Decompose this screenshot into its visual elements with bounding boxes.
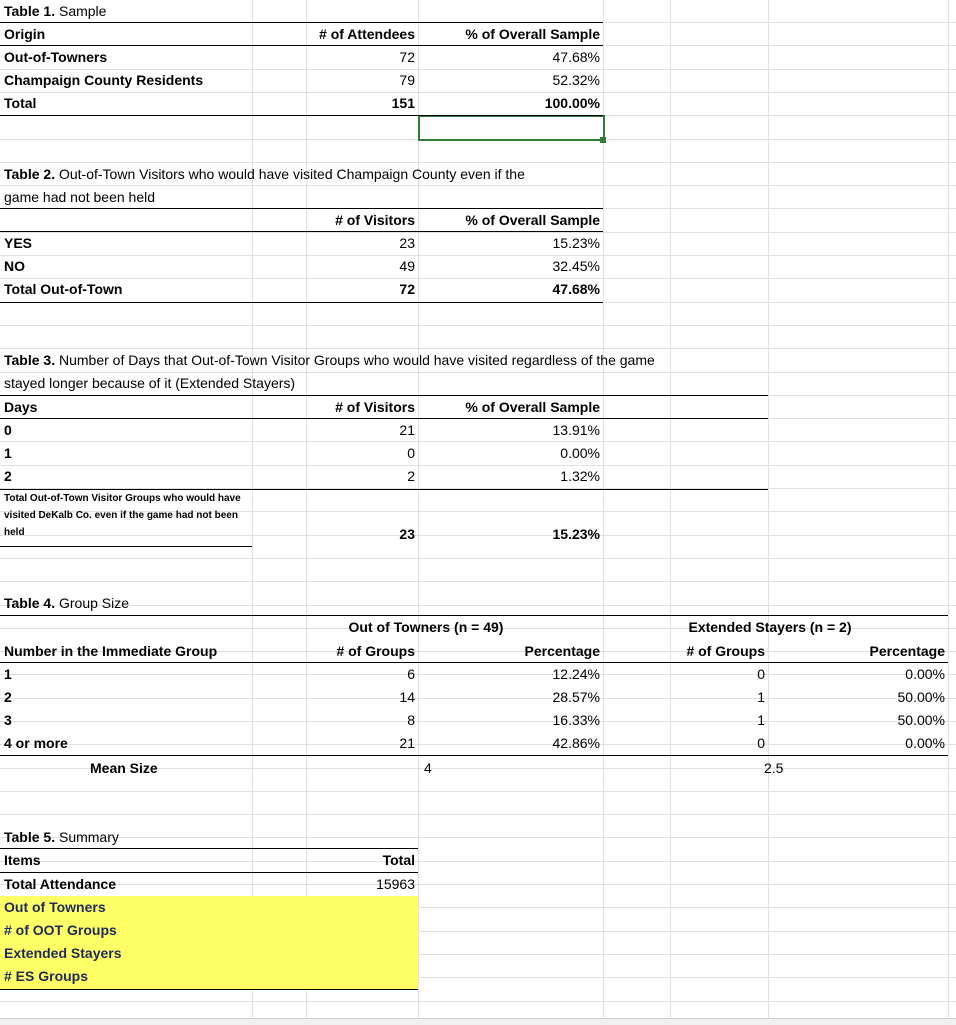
table4-col-oot-pct: Percentage bbox=[524, 643, 600, 659]
table3-total-visitors: 23 bbox=[399, 526, 415, 542]
table4-row-es-pct: 0.00% bbox=[905, 735, 945, 751]
table1-row-label: Total bbox=[4, 95, 37, 111]
table4-row-es-groups: 0 bbox=[757, 666, 765, 682]
table4-row-es-pct: 50.00% bbox=[897, 712, 945, 728]
table3-row-pct: 0.00% bbox=[560, 445, 600, 461]
table2-row-label: Total Out-of-Town bbox=[4, 281, 123, 297]
table3-title-line2: stayed longer because of it (Extended Stayers) bbox=[4, 375, 296, 391]
table2-row-count: 23 bbox=[399, 235, 415, 251]
table4-row-es-groups: 1 bbox=[757, 712, 765, 728]
table4-row-label: 2 bbox=[4, 689, 12, 705]
table2-row-count: 72 bbox=[399, 281, 415, 297]
table4-row-oot-pct: 42.86% bbox=[552, 735, 600, 751]
table3-row-pct: 1.32% bbox=[560, 468, 600, 484]
table4-mean-oot: 4 bbox=[424, 760, 432, 776]
table4-col-es-pct: Percentage bbox=[869, 643, 945, 659]
table1-col-percent: % of Overall Sample bbox=[465, 26, 600, 42]
table4-row-oot-pct: 16.33% bbox=[552, 712, 600, 728]
table4-row-oot-groups: 14 bbox=[399, 689, 415, 705]
table2-col-visitors: # of Visitors bbox=[335, 212, 415, 228]
table1-row-pct: 47.68% bbox=[552, 49, 600, 65]
table4-group-es: Extended Stayers (n = 2) bbox=[688, 619, 852, 635]
table3-col-visitors: # of Visitors bbox=[335, 399, 415, 415]
table5-attendance-value: 15963 bbox=[376, 876, 415, 892]
table3-row-count: 2 bbox=[407, 468, 415, 484]
table5-item-label: # of OOT Groups bbox=[4, 922, 117, 938]
table1-row-label: Out-of-Towners bbox=[4, 49, 108, 65]
table4-row-oot-groups: 6 bbox=[407, 666, 415, 682]
table3-col-percent: % of Overall Sample bbox=[465, 399, 600, 415]
table3-title-line1: Table 3. Number of Days that Out-of-Town Visitor Groups who would have visited regardless of the game bbox=[4, 352, 655, 368]
table1-row-pct: 52.32% bbox=[552, 72, 600, 88]
fill-handle[interactable] bbox=[600, 137, 606, 143]
table1-row-pct: 100.00% bbox=[544, 95, 600, 111]
table4-mean-es: 2.5 bbox=[764, 760, 784, 776]
table2-row-pct: 32.45% bbox=[552, 258, 600, 274]
table4-row-es-pct: 50.00% bbox=[897, 689, 945, 705]
table1-col-attendees: # of Attendees bbox=[319, 26, 415, 42]
table5-item-label: Extended Stayers bbox=[4, 945, 122, 961]
table4-col-oot-groups: # of Groups bbox=[336, 643, 415, 659]
table5-item-label: # ES Groups bbox=[4, 968, 89, 984]
table1-row-count: 151 bbox=[391, 95, 415, 111]
table5-col-items: Items bbox=[4, 852, 41, 868]
table3-row-pct: 13.91% bbox=[552, 422, 600, 438]
table2-title-line2: game had not been held bbox=[4, 189, 156, 205]
table4-row-oot-pct: 28.57% bbox=[552, 689, 600, 705]
table3-col-days: Days bbox=[4, 399, 38, 415]
table1-row-count: 72 bbox=[399, 49, 415, 65]
table2-title-line1: Table 2. Out-of-Town Visitors who would have visited Champaign County even if the bbox=[4, 166, 525, 182]
table3-row-count: 0 bbox=[407, 445, 415, 461]
table3-row-count: 21 bbox=[399, 422, 415, 438]
table4-row-oot-groups: 21 bbox=[399, 735, 415, 751]
table4-row-es-groups: 0 bbox=[757, 735, 765, 751]
table5-item-label: Out of Towners bbox=[4, 899, 106, 915]
table4-row-label: 3 bbox=[4, 712, 12, 728]
table3-total-label: Total Out-of-Town Visitor Groups who would have visited DeKalb Co. even if the game had not been held bbox=[4, 493, 241, 538]
table5-col-total: Total bbox=[382, 852, 415, 868]
table3-row-label: 0 bbox=[4, 422, 12, 438]
table3-row-label: 2 bbox=[4, 468, 12, 484]
table5-title: Table 5. Summary bbox=[4, 829, 119, 845]
table4-col-es-groups: # of Groups bbox=[686, 643, 765, 659]
table2-row-label: NO bbox=[4, 258, 25, 274]
table4-row-es-pct: 0.00% bbox=[905, 666, 945, 682]
table4-group-oot: Out of Towners (n = 49) bbox=[348, 619, 504, 635]
table3-total-percent: 15.23% bbox=[552, 526, 600, 542]
table4-row-label: 4 or more bbox=[4, 735, 68, 751]
table2-col-percent: % of Overall Sample bbox=[465, 212, 600, 228]
table4-row-es-groups: 1 bbox=[757, 689, 765, 705]
table4-title: Table 4. Group Size bbox=[4, 595, 130, 611]
table3-row-label: 1 bbox=[4, 445, 12, 461]
table4-row-label: 1 bbox=[4, 666, 12, 682]
table1-title: Table 1. Sample bbox=[4, 3, 107, 19]
table4-col-number: Number in the Immediate Group bbox=[4, 643, 218, 659]
table1-row-count: 79 bbox=[399, 72, 415, 88]
table4-mean-label: Mean Size bbox=[90, 760, 158, 776]
table4-row-oot-groups: 8 bbox=[407, 712, 415, 728]
table1-col-origin: Origin bbox=[4, 26, 46, 42]
selected-cell[interactable] bbox=[418, 115, 605, 141]
table2-row-count: 49 bbox=[399, 258, 415, 274]
table2-row-label: YES bbox=[4, 235, 33, 251]
table2-row-pct: 47.68% bbox=[552, 281, 600, 297]
table1-row-label: Champaign County Residents bbox=[4, 72, 204, 88]
table4-row-oot-pct: 12.24% bbox=[552, 666, 600, 682]
table5-attendance-label: Total Attendance bbox=[4, 876, 117, 892]
table2-row-pct: 15.23% bbox=[552, 235, 600, 251]
